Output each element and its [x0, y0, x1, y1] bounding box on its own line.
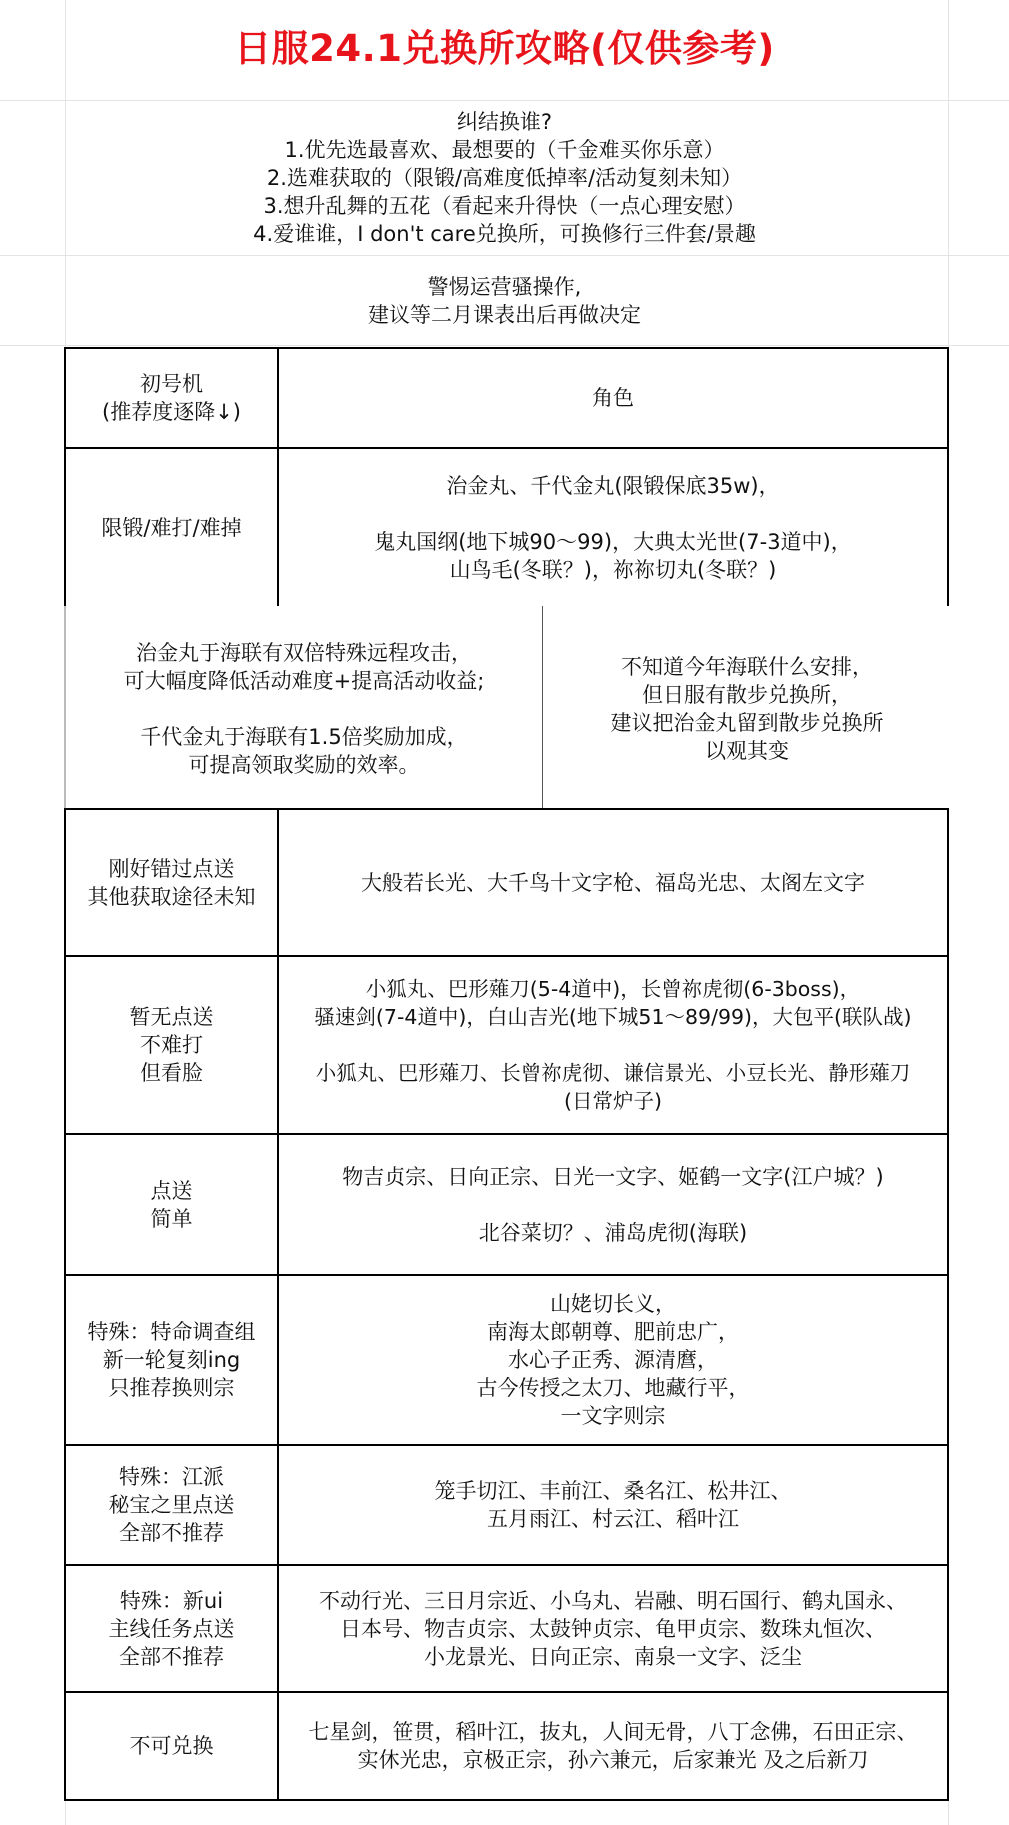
- page-title: 日服24.1兑换所攻略(仅供参考): [234, 27, 775, 70]
- intro-question: 纠结换谁?: [456, 110, 553, 134]
- intro-point-2: 2.选难获取的（限锻/高难度低掉率/活动复刻未知）: [266, 166, 743, 190]
- sword-list-cell: 不动行光、三日月宗近、小乌丸、岩融、明石国行、鹤丸国永、 日本号、物吉贞宗、太鼓钟贞宗、龟甲贞宗、数珠丸恒次、 小龙景光、日向正宗、南泉一文字、泛尘: [319, 1588, 907, 1669]
- header-right: 角色: [592, 386, 634, 410]
- intro-point-4: 4.爱谁谁，I don't care兑换所，可换修行三件套/景趣: [253, 222, 756, 246]
- sword-list-cell: 治金丸、千代金丸(限锻保底35w)， 鬼丸国纲(地下城90～99)，大典太光世(7-3道中)， 山鸟毛(冬联？)，祢祢切丸(冬联？): [374, 473, 852, 582]
- gridline: [0, 100, 1009, 101]
- category-cell: 刚好错过点送 其他获取途径未知: [87, 856, 256, 909]
- category-cell: 特殊：新ui 主线任务点送 全部不推荐: [108, 1588, 235, 1669]
- category-cell: 点送 简单: [150, 1178, 193, 1231]
- sword-list-cell: 笼手切江、丰前江、桑名江、松井江、 五月雨江、村云江、稻叶江: [434, 1479, 792, 1531]
- sword-list-cell: 七星剑，笹贯，稻叶江，抜丸，人间无骨，八丁念佛，石田正宗、 实休光忠，京极正宗，孙六兼元，后家兼光 及之后新刀: [308, 1720, 918, 1772]
- notes-block: [64, 606, 949, 811]
- sword-list-cell: 物吉贞宗、日向正宗、日光一文字、姬鹤一文字(江户城？) 北谷菜切？、浦岛虎彻(海联): [342, 1164, 884, 1245]
- note-left: 治金丸于海联有双倍特殊远程攻击， 可大幅度降低活动难度+提高活动收益; 千代金丸于海联有1.5倍奖励加成， 可提高领取奖励的效率。: [123, 640, 485, 777]
- recommend-table-top: [64, 347, 949, 608]
- sword-list-cell: 山姥切长义， 南海太郎朝尊、肥前忠广， 水心子正秀、源清麿， 古今传授之太刀、地藏行平， 一文字则宗: [476, 1292, 750, 1428]
- category-cell: 特殊：特命调查组 新一轮复刻ing 只推荐换则宗: [87, 1320, 256, 1400]
- category-cell: 限锻/难打/难掉: [101, 515, 242, 540]
- category-cell: 特殊：江派 秘宝之里点送 全部不推荐: [108, 1465, 235, 1545]
- recommend-table-bottom: [64, 808, 949, 1801]
- intro-point-3: 3.想升乱舞的五花（看起来升得快（一点心理安慰）: [263, 194, 746, 218]
- gridline: [0, 255, 1009, 256]
- note-right: 不知道今年海联什么安排， 但日服有散步兑换所， 建议把治金丸留到散步兑换所 以观其变: [610, 654, 884, 763]
- warning-note: 警惕运营骚操作, 建议等二月课表出后再做决定: [368, 275, 641, 327]
- category-cell: 暂无点送 不难打 但看脸: [129, 1005, 214, 1085]
- sword-list-cell: 小狐丸、巴形薙刀(5-4道中)，长曾祢虎彻(6-3boss)， 骚速剑(7-4道中)，白山吉光(地下城51～89/99)，大包平(联队战) 小狐丸、巴形薙刀、长曾祢虎彻、谦信景光、小豆长光、静形薙刀 (日常炉子): [314, 977, 912, 1113]
- sword-list-cell: 大般若长光、大千鸟十文字枪、福岛光忠、太阁左文字: [361, 870, 865, 895]
- gridline: [0, 345, 1009, 346]
- intro-point-1: 1.优先选最喜欢、最想要的（千金难买你乐意）: [284, 138, 725, 162]
- header-left: 初号机 (推荐度逐降↓): [102, 372, 241, 424]
- category-cell: 不可兑换: [129, 1734, 214, 1758]
